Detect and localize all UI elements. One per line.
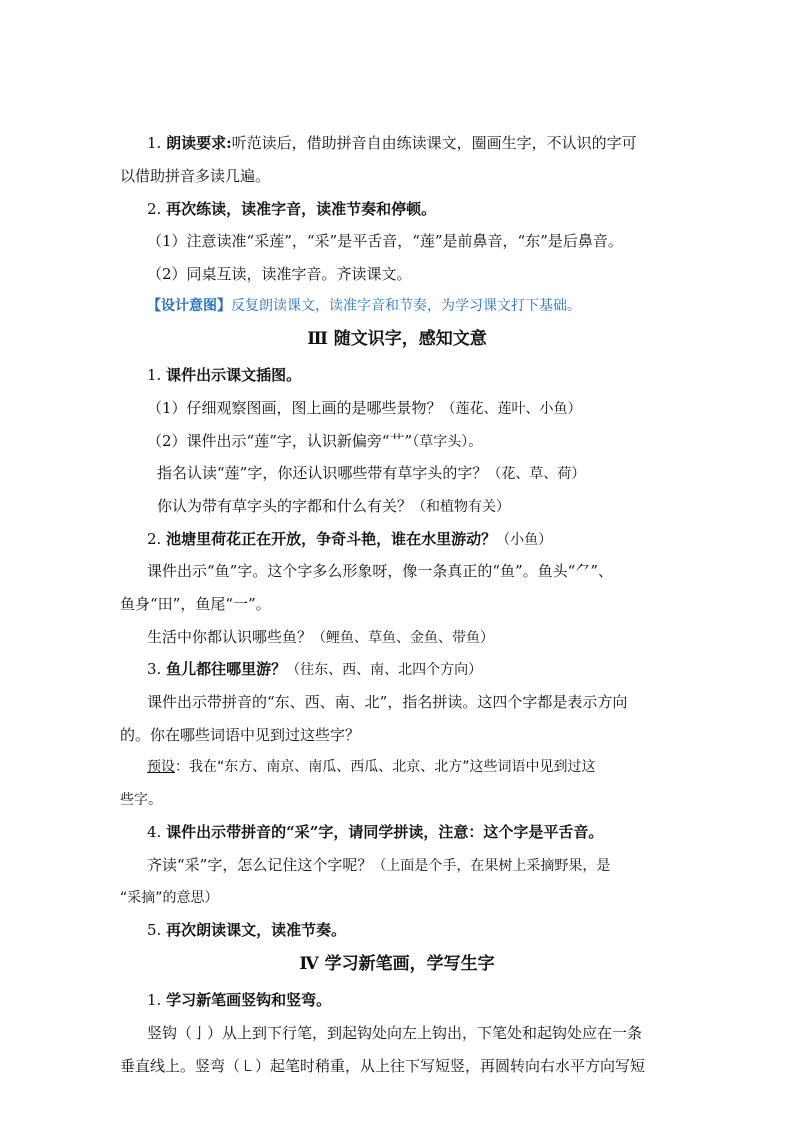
section-3-item-5-number: 5. <box>147 921 162 939</box>
item-2-number: 2. <box>147 200 162 218</box>
section-3-item-4-title: 课件出示带拼音的“采”字，请同学拼读，注意：这个字是平舌音。 <box>166 823 604 841</box>
item-2-line <box>147 199 436 219</box>
section-3-item-4-para-1 <box>147 855 610 876</box>
question-text: 生活中你都认识哪些鱼？ <box>147 628 313 646</box>
preset-text: ：我在“东方、南京、南瓜、西瓜、北京、北方”这些词语中见到过这 <box>175 759 596 775</box>
preset-label: 预设 <box>147 759 175 775</box>
answer-text: （上面是个手，在果树上采摘野果，是 <box>372 858 611 874</box>
section-3-item-3-preset <box>147 757 596 777</box>
section-3-item-3-para-1: 课件出示带拼音的“东、西、南、北”，指名拼读。这四个字都是表示方向 <box>147 693 628 711</box>
item-2-title: 再次练读，读准字音，读准节奏和停顿。 <box>166 200 437 218</box>
section-3-item-2-para-1-cont: 鱼身“田”，鱼尾“一”。 <box>120 595 271 613</box>
section-4-heading: Ⅳ 学习新笔画，学写生字 <box>299 954 495 974</box>
section-3-item-1 <box>147 365 301 385</box>
section-3-item-2-number: 2. <box>147 530 162 548</box>
section-3-item-3-preset-cont: 些字。 <box>120 792 162 808</box>
answer-text: （草字头）。 <box>412 434 483 450</box>
section-3-item-2-para-2 <box>147 627 494 648</box>
section-4-item-1-title: 学习新笔画竖钩和竖弯。 <box>166 991 332 1009</box>
design-intent-text: 反复朗读课文，读准字音和节奏，为学习课文打下基础。 <box>231 298 581 314</box>
section-3-item-2 <box>147 529 552 550</box>
section-4-item-1-para-1: 竖钩（亅）从上到下行笔，到起钩处向左上钩出，下笔处和起钩处应在一条 <box>147 1024 643 1042</box>
item-1-title: 朗读要求: <box>166 134 232 152</box>
answer-text: （鲤鱼、草鱼、金鱼、带鱼） <box>312 630 495 646</box>
question-text: 你认为带有草字头的字都和什么有关？ <box>157 497 413 515</box>
answer-text: （花、草、荷） <box>487 466 586 482</box>
section-3-item-1-sub-1 <box>147 398 582 419</box>
question-text: 指名认读“莲”字，你还认识哪些带有草字头的字？ <box>157 464 488 482</box>
item-2-sub-2: （2）同桌互读，读准字音。齐读课文。 <box>147 265 412 283</box>
section-3-item-1-sub-3 <box>157 463 585 484</box>
answer-text: （小鱼） <box>496 532 553 548</box>
item-1-line <box>147 133 637 153</box>
item-1-continuation: 以借助拼音多读几遍。 <box>120 167 271 185</box>
answer-text: （和植物有关） <box>412 499 511 515</box>
answer-text: （往东、西、南、北四个方向） <box>286 662 483 678</box>
item-1-number: 1. <box>147 134 162 152</box>
section-3-item-3-para-1-cont: 的。你在哪些词语中见到过这些字？ <box>120 726 361 744</box>
section-3-item-1-number: 1. <box>147 366 162 384</box>
section-4-item-1-number: 1. <box>147 991 162 1009</box>
section-3-item-1-sub-2 <box>147 431 482 452</box>
section-3-item-4-number: 4. <box>147 823 162 841</box>
section-3-item-2-para-1: 课件出示“鱼”字。这个字多么形象呀，像一条真正的“鱼”。鱼头“⺈”、 <box>147 562 614 580</box>
section-3-item-3-title: 鱼儿都往哪里游？ <box>166 660 287 678</box>
section-3-item-4 <box>147 822 603 842</box>
section-3-item-5 <box>147 920 346 940</box>
item-2-sub-1: （1）注意读准“采莲”，“采”是平舌音，“莲”是前鼻音，“东”是后鼻音。 <box>147 232 623 250</box>
item-1-text: 听范读后，借助拼音自由练读课文，圈画生字，不认识的字可 <box>231 134 637 152</box>
answer-text: （莲花、莲叶、小鱼） <box>441 401 582 417</box>
section-4-item-1-para-2: 垂直线上。竖弯（㇄）起笔时稍重，从上往下写短竖，再圆转向右水平方向写短 <box>120 1057 646 1075</box>
section-4-item-1 <box>147 990 331 1010</box>
section-3-item-3-number: 3. <box>147 660 162 678</box>
section-3-item-4-para-1-cont: “采摘”的意思） <box>120 890 219 906</box>
question-text: 齐读“采”字，怎么记住这个字呢？ <box>147 856 373 874</box>
question-text: （1）仔细观察图画，图上画的是哪些景物？ <box>147 399 442 417</box>
section-3-item-1-title: 课件出示课文插图。 <box>166 366 302 384</box>
question-text: （2）课件出示“莲”字，认识新偏旁“艹” <box>147 432 413 450</box>
section-3-item-5-title: 再次朗读课文，读准节奏。 <box>166 921 347 939</box>
design-intent-title: 【设计意图】 <box>147 298 231 314</box>
section-3-item-2-title: 池塘里荷花正在开放，争奇斗艳，谁在水里游动？ <box>166 530 497 548</box>
section-3-item-3 <box>147 659 482 680</box>
design-intent-note <box>147 296 581 316</box>
section-3-item-1-sub-4 <box>157 496 510 517</box>
section-3-heading: Ⅲ 随文识字，感知文意 <box>307 329 487 349</box>
